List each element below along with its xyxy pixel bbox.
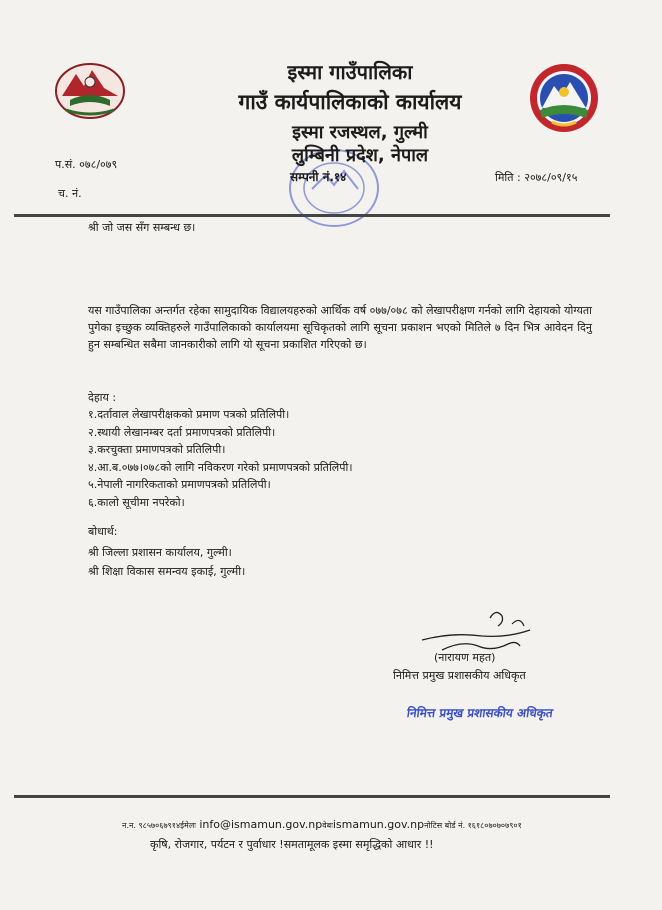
- address-line1: इस्मा रजस्थल, गुल्मी: [292, 122, 428, 143]
- letter-date: मिति : २०७८/०९/१५: [495, 171, 578, 184]
- notice-board-number: नोटिस बोर्ड नं. १६१८०७०७०७९०१: [424, 821, 522, 830]
- signatory-name: (नारायण महत): [434, 651, 496, 664]
- contact-footer: [122, 818, 562, 831]
- cc-list: [88, 543, 245, 581]
- designation-stamp: निमित्त प्रमुख प्रशासकीय अधिकृत: [405, 706, 554, 720]
- municipality-logo: [528, 62, 600, 134]
- footer-divider: [14, 795, 610, 798]
- phone-number: न.न. ९८५७०६७९१४: [122, 821, 181, 830]
- website: ismamun.gov.np: [332, 818, 425, 831]
- list-item: ४.आ.ब.०७७।०७८को लागि नविकरण गरेको प्रमाणपत्रको प्रतिलिपी।: [88, 460, 353, 474]
- requirements-list: [88, 406, 353, 511]
- slogan: कृषि, रोजगार, पर्यटन र पुर्वाधार !समतामूलक इस्मा समृद्धिको आधार !!: [150, 838, 434, 851]
- org-name-line2: गाउँ कार्यपालिकाको कार्यालय: [238, 90, 462, 114]
- serial-number: सम्पनी नं.१४: [290, 170, 347, 184]
- list-item: श्री जिल्ला प्रशासन कार्यालय, गुल्मी।: [88, 546, 232, 559]
- list-item: ६.कालो सूचीमा नपरेको।: [88, 495, 185, 509]
- email-label: ईमेलः: [180, 821, 196, 830]
- salutation: श्री जो जस सँग सम्बन्ध छ।: [88, 221, 196, 234]
- requirements-title: देहाय :: [88, 391, 117, 404]
- cc-title: बोधार्थ:: [88, 525, 118, 538]
- list-item: २.स्थायी लेखानम्बर दर्ता प्रमाणपत्रको प्रतिलिपी।: [88, 425, 276, 439]
- notice-body: यस गाउँपालिका अन्तर्गत रहेका सामुदायिक विद्यालयहरुको आर्थिक वर्ष ०७७/०७८ को लेखापरीक्षण गर्नको लागि देहायको योग्यता पुगेका इच्छुक व्यक्तिहरुले गाउँपालिकाको कार्यालयमा सूचिकृतको लागि सूचना प्रकाशन भएको मितिले ७ दिन भित्र आवेदन दिनु हुन सम्बन्धित सबैमा जानकारीको लागि यो सूचना प्रकाशित गरिएको छ।: [88, 304, 592, 351]
- handwritten-signature: [412, 606, 552, 656]
- list-item: १.दर्तावाल लेखापरीक्षकको प्रमाण पत्रको प्रतिलिपी।: [88, 408, 290, 421]
- list-item: ३.करचुक्ता प्रमाणपत्रको प्रतिलिपी।: [88, 443, 226, 456]
- list-item: ५.नेपाली नागरिकताको प्रमाणपत्रको प्रतिलिपी।: [88, 478, 271, 491]
- dispatch-number: च. नं.: [58, 187, 82, 200]
- government-emblem-logo: [52, 60, 128, 122]
- email-address: info@ismamun.gov.np: [199, 818, 323, 831]
- org-name-line1: इस्मा गाउँपालिका: [287, 60, 413, 84]
- reference-number: प.सं. ०७८/०७९: [55, 158, 118, 171]
- web-label: वेबः: [322, 821, 333, 830]
- list-item: श्री शिक्षा विकास समन्वय इकाई, गुल्मी।: [88, 565, 246, 578]
- signatory-title: निमित्त प्रमुख प्रशासकीय अधिकृत: [393, 669, 526, 682]
- address-line2: लुम्बिनी प्रदेश, नेपाल: [291, 145, 429, 166]
- header-divider: [14, 214, 610, 217]
